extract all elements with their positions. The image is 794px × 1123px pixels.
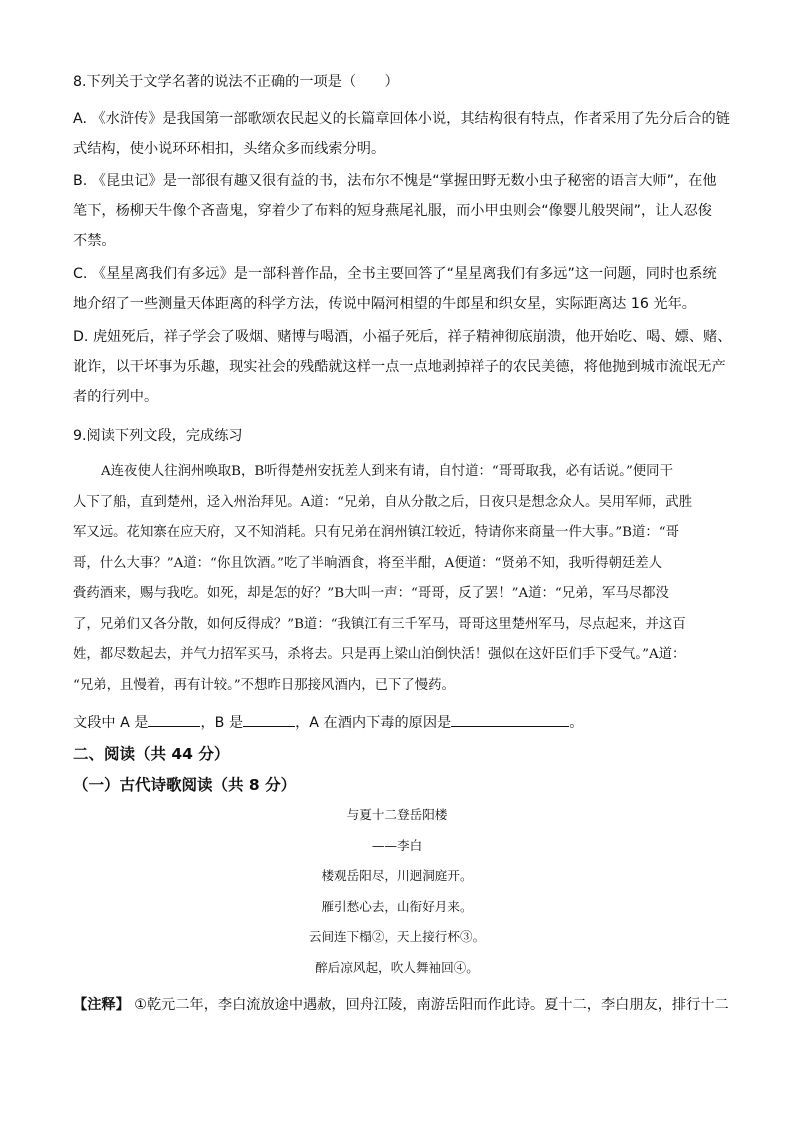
q9-answer-line: [73, 712, 583, 733]
section-subtitle: （一）古代诗歌阅读（共 8 分）: [73, 776, 297, 794]
q9-passage-line: 賫药酒来，赐与我吃。如死，却是怎的好？”B大叫一声：“哥哥，反了罢！”A道：“兄弟，军马尽都没: [73, 586, 669, 601]
q8-option-b-line: B. 《昆虫记》是一部很有趣又很有益的书，法布尔不愧是“掌握田野无数小虫子秘密的语言大师”，在他: [73, 173, 717, 189]
q8-option-c: [73, 259, 725, 319]
q9-passage-line: 姓，都尽数起去，并气力招军买马，杀将去。只是再上梁山泊倒快活！强似在这奸臣们手下受气。”A道：: [73, 647, 686, 662]
note-text: ①乾元二年，李白流放途中遇赦，回舟江陵，南游岳阳而作此诗。夏十二，李白朋友，排行十二: [129, 997, 729, 1013]
poem-line: 醉后凉风起，吹人舞袖回④。: [315, 959, 479, 975]
poem-line: 楼观岳阳尽，川迥洞庭开。: [321, 868, 473, 883]
q8-stem: 8.下列关于文学名著的说法不正确的一项是（ ）: [73, 74, 399, 90]
q9-passage-line: A连夜使人往润州唤取B，B听得楚州安抚差人到来有请，自忖道：“哥哥取我，必有话说。”便同干: [101, 464, 673, 479]
section-title: 二、阅读（共 44 分）: [73, 745, 230, 763]
poem-title: 与夏十二登岳阳楼: [346, 807, 448, 822]
poem-note: [73, 994, 729, 1014]
q8-option-a: [73, 104, 730, 164]
poem-author: ——李白: [371, 837, 423, 853]
q9-stem: 9.阅读下列文段，完成练习: [73, 428, 243, 444]
q8-option-d-line: D. 虎妞死后，祥子学会了吸烟、赌博与喝酒，小福子死后，祥子精神彻底崩溃，他开始吃、喝、嫖、赌、: [73, 329, 732, 345]
q8-option-c-line: 地介绍了一些测量天体距离的科学方法，传说中隔河相望的牛郎星和织女星，实际距离达 16 光年。: [73, 296, 696, 312]
poem-line: 云间连下榻②，天上接行杯③。: [308, 929, 486, 944]
q9-answer-text: 。: [569, 715, 584, 731]
q8-option-a-line: A. 《水浒传》是我国第一部歌颂农民起义的长篇章回体小说，其结构很有特点，作者采用了先分后合的链: [73, 111, 730, 127]
poem-line: 雁引愁心去，山衔好月来。: [321, 898, 473, 914]
q9-passage-line: 了，兄弟们又各分散，如何反得成？”B道：“我镇江有三千军马，哥哥这里楚州军马，尽点起来，并这百: [73, 616, 686, 632]
q9-answer-text: ，A 在酒内下毒的原因是: [295, 715, 452, 731]
q9-passage-line: 军又远。花知寨在应天府，又不知消耗。只有兄弟在润州镇江较近，特请你来商量一件大事。”B道：“哥: [73, 525, 680, 540]
note-label: 【注释】: [73, 997, 130, 1013]
q9-passage-line: 人下了船，直到楚州，迳入州治拜见。A道：“兄弟，自从分散之后，日夜只是想念众人。吴用军师，武胜: [73, 494, 693, 510]
q9-answer-text: 文段中 A 是: [73, 715, 149, 731]
q9-passage: [73, 457, 725, 701]
q8-option-a-line: 式结构，使小说环环相扣，头绪众多而线索分明。: [73, 141, 386, 157]
q8-option-b-line: 不禁。: [73, 233, 116, 249]
q8-option-b-line: 笔下，杨柳天牛像个吝啬鬼，穿着少了布料的短身燕尾礼服，而小甲虫则会“像婴儿般哭闹”，让人忍俊: [73, 203, 712, 219]
answer-blank-a[interactable]: [148, 712, 200, 727]
q8-option-c-line: C. 《星星离我们有多远》是一部科普作品，全书主要回答了“星星离我们有多远”这一问题，同时也系统: [73, 266, 717, 282]
poem: [0, 800, 794, 983]
q8-option-d: [73, 322, 732, 412]
q8-option-d-line: 讹诈，以干坏事为乐趣，现实社会的残酷就这样一点一点地剥掉祥子的农民美德，将他抛到城市流氓无产: [73, 359, 726, 375]
answer-blank-reason[interactable]: [451, 712, 569, 727]
q8-option-d-line: 者的行列中。: [73, 389, 159, 405]
answer-blank-b[interactable]: [243, 712, 295, 727]
q9-answer-text: ，B 是: [200, 715, 244, 731]
q8-option-b: [73, 166, 725, 256]
q9-passage-line: “兄弟，且慢着，再有计较。”不想昨日那接风酒内，已下了慢药。: [73, 677, 455, 693]
q9-passage-line: 哥，什么大事？”A道：“你且饮酒。”吃了半晌酒食，将至半酣，A便道：“贤弟不知，我听得朝廷差人: [73, 555, 663, 571]
